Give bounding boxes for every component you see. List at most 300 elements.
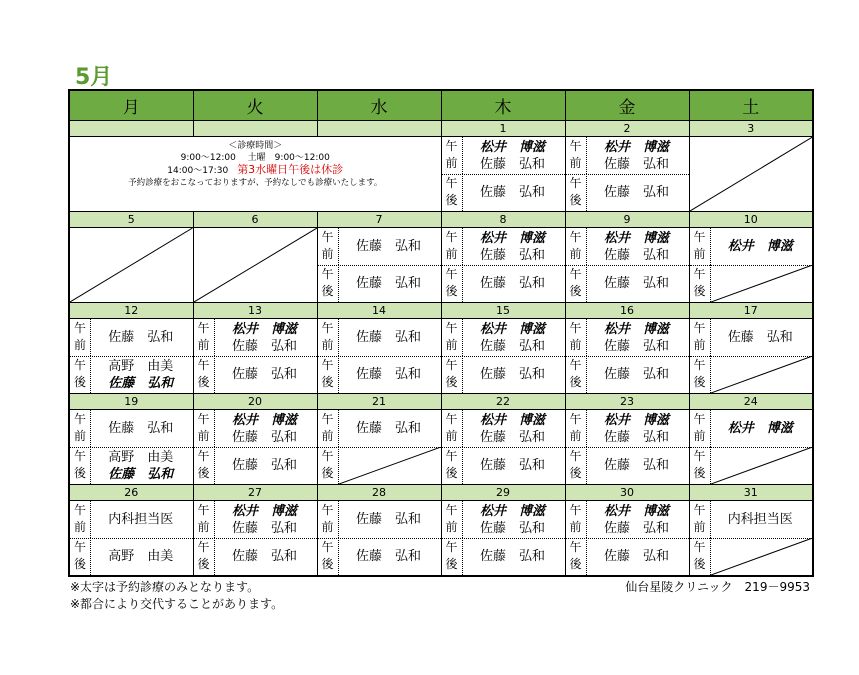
day-cell-body: [318, 228, 441, 302]
day-cell: [441, 137, 565, 212]
period-label-char: 後: [73, 466, 86, 480]
closed-area: [339, 447, 441, 484]
doctor-name-reserved: 佐藤 弘和: [108, 375, 174, 391]
day-cell: [193, 501, 317, 577]
period-label-char: 前: [73, 338, 86, 352]
period-label: [690, 356, 711, 393]
period-label: [442, 538, 463, 575]
period-label-char: 午: [73, 412, 86, 426]
period-label-char: 午: [321, 503, 334, 517]
period-label-char: 午: [73, 321, 86, 335]
hours-info-cell: [69, 137, 441, 212]
period-label: [70, 447, 91, 484]
afternoon-slot: [70, 447, 193, 484]
date-number: 23: [565, 394, 689, 410]
doctor-name-reserved: 松井 博滋: [603, 321, 669, 337]
doctor-list: [91, 538, 191, 575]
day-cell: [193, 319, 317, 394]
period-label-char: 午: [73, 358, 86, 372]
doctor-list: [339, 319, 439, 356]
period-label-char: 午: [569, 412, 582, 426]
day-cell: [193, 410, 317, 485]
afternoon-slot: [566, 447, 689, 484]
date-number: 20: [193, 394, 317, 410]
doctor-name: 佐藤 弘和: [603, 367, 669, 382]
hours-info: [70, 137, 441, 211]
afternoon-slot: [566, 356, 689, 393]
morning-slot: [70, 501, 193, 539]
period-label: [442, 319, 463, 356]
date-number: 28: [317, 485, 441, 501]
closed-slash-line: [690, 137, 813, 211]
doctor-name: 佐藤 弘和: [603, 156, 669, 172]
period-label-char: 前: [445, 156, 458, 170]
schedule-row: [69, 137, 813, 212]
date-row: [69, 303, 813, 319]
doctor-list: [587, 137, 687, 174]
closed-slash-line: [339, 447, 441, 484]
period-label: [690, 228, 711, 265]
period-label-char: 午: [569, 540, 582, 554]
afternoon-slot: [442, 538, 565, 575]
closed-area: [711, 356, 813, 393]
date-number: 15: [441, 303, 565, 319]
period-label: [442, 137, 463, 174]
period-label: [442, 174, 463, 211]
clinic-name: 仙台星陵クリニック 219－9953: [625, 580, 810, 594]
doctor-name: 佐藤 弘和: [479, 549, 545, 564]
calendar-table: [68, 89, 814, 577]
period-label-char: 後: [445, 284, 458, 298]
day-cell: [69, 501, 193, 577]
period-label-char: 前: [197, 520, 210, 534]
period-label-char: 前: [569, 156, 582, 170]
day-cell-body: [442, 228, 565, 302]
doctor-list: [587, 174, 687, 211]
period-label: [318, 447, 339, 484]
date-number: 13: [193, 303, 317, 319]
period-label: [194, 410, 215, 447]
period-label: [70, 410, 91, 447]
period-label-char: 午: [197, 358, 210, 372]
period-label-char: 午: [445, 358, 458, 372]
period-label: [566, 538, 587, 575]
day-cell: [689, 228, 813, 303]
period-label-char: 午: [693, 503, 706, 517]
doctor-name-reserved: 松井 博滋: [603, 503, 669, 519]
day-cell-body: [194, 319, 317, 393]
day-cell-body: [690, 228, 813, 302]
period-label: [690, 265, 711, 302]
period-label: [318, 410, 339, 447]
doctor-name-reserved: 松井 博滋: [479, 321, 545, 337]
morning-slot: [318, 319, 441, 357]
doctor-name: 佐藤 弘和: [603, 185, 669, 200]
day-cell-body: [566, 137, 689, 211]
doctor-list: [463, 501, 563, 538]
period-label: [442, 228, 463, 265]
period-label-char: 後: [569, 466, 582, 480]
doctor-name-reserved: 松井 博滋: [231, 503, 297, 519]
period-label: [566, 228, 587, 265]
closed-slash: [711, 447, 813, 484]
period-label-char: 後: [73, 375, 86, 389]
period-label-char: 後: [569, 557, 582, 571]
hours-line2: [70, 164, 441, 177]
day-cell: [317, 228, 441, 303]
morning-slot: [566, 410, 689, 448]
date-number: 14: [317, 303, 441, 319]
day-cell-body: [318, 319, 441, 393]
date-number: 7: [317, 212, 441, 228]
doctor-list: [463, 447, 563, 484]
day-cell: [69, 228, 193, 303]
period-label: [566, 265, 587, 302]
period-label: [318, 501, 339, 538]
period-label-char: 前: [321, 338, 334, 352]
weekday-sat: 土: [689, 90, 813, 121]
day-cell-body: [70, 410, 193, 484]
doctor-name: 内科担当医: [727, 512, 793, 527]
period-label-char: 午: [197, 412, 210, 426]
afternoon-slot: [442, 447, 565, 484]
day-cell: [193, 228, 317, 303]
date-row: [69, 394, 813, 410]
doctor-name-reserved: 松井 博滋: [479, 230, 545, 246]
period-label-char: 後: [445, 193, 458, 207]
doctor-list: [587, 538, 687, 575]
morning-slot: [690, 319, 813, 357]
date-number: 3: [689, 121, 813, 137]
morning-slot: [194, 501, 317, 539]
day-cell: [689, 137, 813, 212]
doctor-name: 佐藤 弘和: [727, 330, 793, 345]
closed-slash: [711, 265, 813, 302]
closed-slash-line: [711, 265, 813, 302]
date-number: 27: [193, 485, 317, 501]
doctor-name: 佐藤 弘和: [355, 549, 421, 564]
doctor-list: [215, 538, 315, 575]
period-label-char: 午: [445, 540, 458, 554]
period-label-char: 午: [693, 358, 706, 372]
period-label-char: 後: [569, 375, 582, 389]
doctor-list: [463, 319, 563, 356]
weekday-header-row: [69, 90, 813, 121]
afternoon-slot: [442, 356, 565, 393]
period-label-char: 午: [321, 230, 334, 244]
morning-slot: [566, 137, 689, 175]
doctor-name: 高野 由美: [108, 358, 174, 374]
day-cell-body: [318, 410, 441, 484]
date-number: 31: [689, 485, 813, 501]
period-label: [318, 265, 339, 302]
date-number: 8: [441, 212, 565, 228]
doctor-name: 高野 由美: [108, 549, 174, 564]
date-number: 29: [441, 485, 565, 501]
date-number: 26: [69, 485, 193, 501]
doctor-name-reserved: 松井 博滋: [603, 412, 669, 428]
day-cell-body: [566, 228, 689, 302]
day-cell: [441, 410, 565, 485]
period-label-char: 前: [445, 520, 458, 534]
period-label-char: 午: [197, 540, 210, 554]
doctor-name: 佐藤 弘和: [355, 512, 421, 527]
date-number: 30: [565, 485, 689, 501]
day-cell-body: [70, 228, 193, 302]
doctor-list: [91, 319, 191, 356]
period-label-char: 後: [321, 557, 334, 571]
day-cell-body: [566, 501, 689, 575]
doctor-name: 佐藤 弘和: [479, 185, 545, 200]
day-cell-body: [566, 410, 689, 484]
doctor-list: [339, 410, 439, 447]
doctor-name: 佐藤 弘和: [603, 276, 669, 291]
doctor-list: [339, 228, 439, 265]
period-label-char: 午: [569, 503, 582, 517]
period-label-char: 後: [693, 375, 706, 389]
period-label-char: 前: [569, 247, 582, 261]
period-label-char: 午: [321, 449, 334, 463]
schedule-row: [69, 410, 813, 485]
period-label: [566, 174, 587, 211]
period-label-char: 後: [693, 466, 706, 480]
afternoon-slot: [318, 265, 441, 302]
day-cell-body: [690, 410, 813, 484]
period-label-char: 後: [445, 557, 458, 571]
period-label-char: 午: [693, 321, 706, 335]
period-label: [70, 319, 91, 356]
afternoon-slot: [690, 265, 813, 302]
doctor-list: [215, 447, 315, 484]
period-label-char: 午: [569, 449, 582, 463]
day-cell: [441, 319, 565, 394]
period-label-char: 前: [197, 338, 210, 352]
afternoon-slot: [318, 538, 441, 575]
date-number: 24: [689, 394, 813, 410]
day-cell-body: [194, 501, 317, 575]
closed-area: [711, 538, 813, 575]
date-number: 16: [565, 303, 689, 319]
day-cell: [565, 319, 689, 394]
period-label-char: 前: [197, 429, 210, 443]
doctor-list: [91, 410, 191, 447]
day-cell: [565, 410, 689, 485]
period-label-char: 午: [569, 176, 582, 190]
doctor-list: [463, 228, 563, 265]
period-label-char: 午: [321, 540, 334, 554]
closure-notice: 第3水曜日午後は休診: [237, 163, 344, 176]
doctor-name-reserved: 松井 博滋: [479, 412, 545, 428]
period-label-char: 後: [321, 284, 334, 298]
day-cell: [565, 137, 689, 212]
period-label-char: 午: [569, 321, 582, 335]
afternoon-slot: [70, 538, 193, 575]
doctor-name: 佐藤 弘和: [231, 429, 297, 445]
doctor-list: [463, 410, 563, 447]
period-label-char: 後: [73, 557, 86, 571]
doctor-list: [587, 228, 687, 265]
period-label-char: 午: [445, 139, 458, 153]
period-label-char: 後: [569, 284, 582, 298]
period-label-char: 午: [445, 176, 458, 190]
period-label-char: 午: [693, 230, 706, 244]
period-label-char: 前: [445, 338, 458, 352]
doctor-name: 高野 由美: [108, 449, 174, 465]
period-label-char: 午: [445, 230, 458, 244]
period-label: [566, 137, 587, 174]
morning-slot: [690, 410, 813, 448]
period-label-char: 午: [569, 139, 582, 153]
period-label-char: 午: [321, 321, 334, 335]
period-label-char: 前: [321, 247, 334, 261]
period-label-char: 前: [73, 429, 86, 443]
period-label: [566, 356, 587, 393]
day-cell: [565, 501, 689, 577]
doctor-name: 佐藤 弘和: [603, 520, 669, 536]
day-cell: [317, 319, 441, 394]
period-label-char: 前: [321, 429, 334, 443]
period-label-char: 後: [197, 466, 210, 480]
doctor-name: 佐藤 弘和: [603, 458, 669, 473]
period-label-char: 前: [445, 429, 458, 443]
afternoon-slot: [194, 447, 317, 484]
doctor-name-reserved: 佐藤 弘和: [108, 466, 174, 482]
closed-slash-line: [711, 356, 813, 393]
doctor-name: 佐藤 弘和: [603, 247, 669, 263]
period-label-char: 午: [321, 267, 334, 281]
period-label: [442, 447, 463, 484]
doctor-list: [463, 265, 563, 302]
doctor-name-reserved: 松井 博滋: [727, 239, 793, 254]
morning-slot: [70, 319, 193, 357]
period-label: [690, 319, 711, 356]
period-label-char: 前: [73, 520, 86, 534]
period-label-char: 午: [445, 267, 458, 281]
day-cell: [69, 319, 193, 394]
period-label-char: 午: [197, 503, 210, 517]
period-label-char: 午: [73, 540, 86, 554]
period-label: [566, 410, 587, 447]
closed-slash: [711, 538, 813, 575]
period-label-char: 前: [693, 338, 706, 352]
period-label: [70, 538, 91, 575]
morning-slot: [566, 319, 689, 357]
morning-slot: [442, 137, 565, 175]
period-label: [690, 501, 711, 538]
doctor-name-reserved: 松井 博滋: [603, 139, 669, 155]
day-cell-body: [194, 410, 317, 484]
period-label-char: 午: [569, 230, 582, 244]
doctor-list: [215, 319, 315, 356]
day-cell: [317, 501, 441, 577]
weekday-fri: 金: [565, 90, 689, 121]
doctor-name: 佐藤 弘和: [108, 421, 174, 436]
period-label: [318, 538, 339, 575]
doctor-name: 佐藤 弘和: [231, 549, 297, 564]
period-label-char: 午: [693, 449, 706, 463]
afternoon-slot: [690, 538, 813, 575]
period-label-char: 後: [569, 193, 582, 207]
afternoon-slot: [318, 356, 441, 393]
date-number: 6: [193, 212, 317, 228]
period-label-char: 午: [693, 267, 706, 281]
doctor-name-reserved: 松井 博滋: [603, 230, 669, 246]
afternoon-slot: [566, 265, 689, 302]
date-row: [69, 212, 813, 228]
day-cell: [689, 319, 813, 394]
date-number: 5: [69, 212, 193, 228]
doctor-name: 内科担当医: [108, 512, 174, 527]
doctor-list: [587, 319, 687, 356]
period-label-char: 前: [693, 520, 706, 534]
period-label-char: 午: [321, 412, 334, 426]
day-cell: [441, 228, 565, 303]
doctor-list: [587, 410, 687, 447]
period-label-char: 午: [693, 540, 706, 554]
doctor-name: 佐藤 弘和: [231, 520, 297, 536]
day-cell-body: [690, 501, 813, 575]
doctor-name: 佐藤 弘和: [355, 421, 421, 436]
morning-slot: [690, 501, 813, 539]
closed-slash-line: [70, 228, 193, 302]
period-label: [442, 501, 463, 538]
afternoon-slot: [194, 538, 317, 575]
period-label-char: 前: [445, 247, 458, 261]
doctor-list: [215, 356, 315, 393]
day-cell-body: [566, 319, 689, 393]
period-label: [318, 228, 339, 265]
period-label: [442, 410, 463, 447]
period-label-char: 午: [445, 449, 458, 463]
date-number: [69, 121, 193, 137]
doctor-list: [463, 174, 563, 211]
date-number: 19: [69, 394, 193, 410]
afternoon-slot: [318, 447, 441, 484]
period-label: [194, 356, 215, 393]
period-label-char: 午: [73, 503, 86, 517]
closed-slash: [711, 356, 813, 393]
period-label-char: 前: [569, 338, 582, 352]
period-label-char: 午: [321, 358, 334, 372]
date-number: 9: [565, 212, 689, 228]
period-label: [566, 447, 587, 484]
doctor-list: [711, 319, 811, 356]
doctor-list: [215, 410, 315, 447]
doctor-name: 佐藤 弘和: [479, 429, 545, 445]
day-cell-body: [690, 319, 813, 393]
closed-slash: [194, 228, 317, 302]
date-row: [69, 485, 813, 501]
doctor-name: 佐藤 弘和: [231, 367, 297, 382]
day-cell-body: [70, 319, 193, 393]
page-title: 5月: [75, 65, 113, 90]
afternoon-slot: [194, 356, 317, 393]
period-label-char: 後: [445, 375, 458, 389]
reservation-note: 予約診療をおこなっておりますが、予約なしでも診療いたします。: [128, 178, 383, 188]
period-label-char: 後: [693, 557, 706, 571]
doctor-list: [587, 265, 687, 302]
morning-slot: [318, 228, 441, 266]
period-label: [566, 319, 587, 356]
doctor-name: 佐藤 弘和: [231, 338, 297, 354]
doctor-list: [215, 501, 315, 538]
afternoon-slot: [70, 356, 193, 393]
doctor-list: [91, 447, 191, 484]
period-label-char: 後: [197, 557, 210, 571]
period-label: [318, 356, 339, 393]
date-row: [69, 121, 813, 137]
period-label-char: 午: [197, 449, 210, 463]
